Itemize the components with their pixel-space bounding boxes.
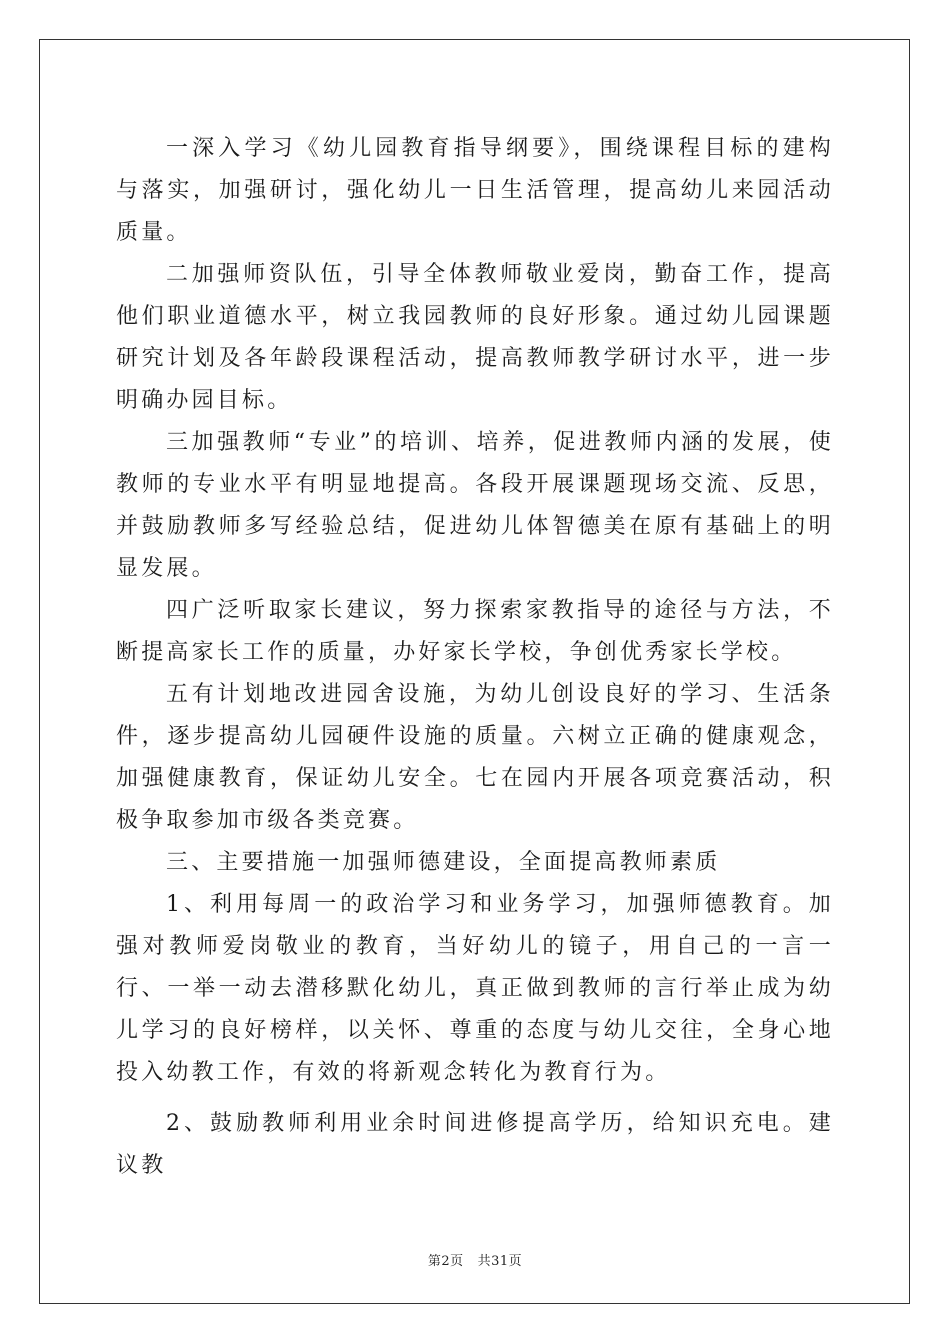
paragraph-1: 一深入学习《幼儿园教育指导纲要》，围绕课程目标的建构与落实，加强研讨，强化幼儿一日生活管理，提高幼儿来园活动质量。 — [116, 136, 834, 245]
page-number: 第2页 — [427, 1254, 464, 1269]
document-body — [116, 128, 834, 1187]
paragraph-5: 五有计划地改进园舍设施，为幼儿创设良好的学习、生活条件，逐步提高幼儿园硬件设施的质量。六树立正确的健康观念，加强健康教育，保证幼儿安全。七在园内开展各项竞赛活动，积极争取参加市级各类竞赛。 — [116, 682, 834, 833]
paragraph-measure-2: 2、鼓励教师利用业余时间进修提高学历，给知识充电。建议教 — [116, 1111, 834, 1178]
paragraph-3: 三加强教师“专业”的培训、培养，促进教师内涵的发展，使教师的专业水平有明显地提高。各段开展课题现场交流、反思，并鼓励教师多写经验总结，促进幼儿体智德美在原有基础上的明显发展。 — [116, 430, 834, 581]
page-total: 共31页 — [477, 1254, 523, 1269]
paragraph-measure-1: 1、利用每周一的政治学习和业务学习，加强师德教育。加强对教师爱岗敬业的教育，当好幼儿的镜子，用自己的一言一行、一举一动去潜移默化幼儿，真正做到教师的言行举止成为幼儿学习的良好榜样，以关怀、尊重的态度与幼儿交往，全身心地投入幼教工作，有效的将新观念转化为教育行为。 — [116, 892, 834, 1085]
paragraph-4: 四广泛听取家长建议，努力探索家教指导的途径与方法，不断提高家长工作的质量，办好家长学校，争创优秀家长学校。 — [116, 598, 834, 665]
page-footer — [0, 1250, 950, 1269]
section-heading-measures: 三、主要措施一加强师德建设，全面提高教师素质 — [166, 850, 721, 875]
paragraph-2: 二加强师资队伍，引导全体教师敬业爱岗，勤奋工作，提高他们职业道德水平，树立我园教师的良好形象。通过幼儿园课题研究计划及各年龄段课程活动，提高教师教学研讨水平，进一步明确办园目标。 — [116, 262, 834, 413]
